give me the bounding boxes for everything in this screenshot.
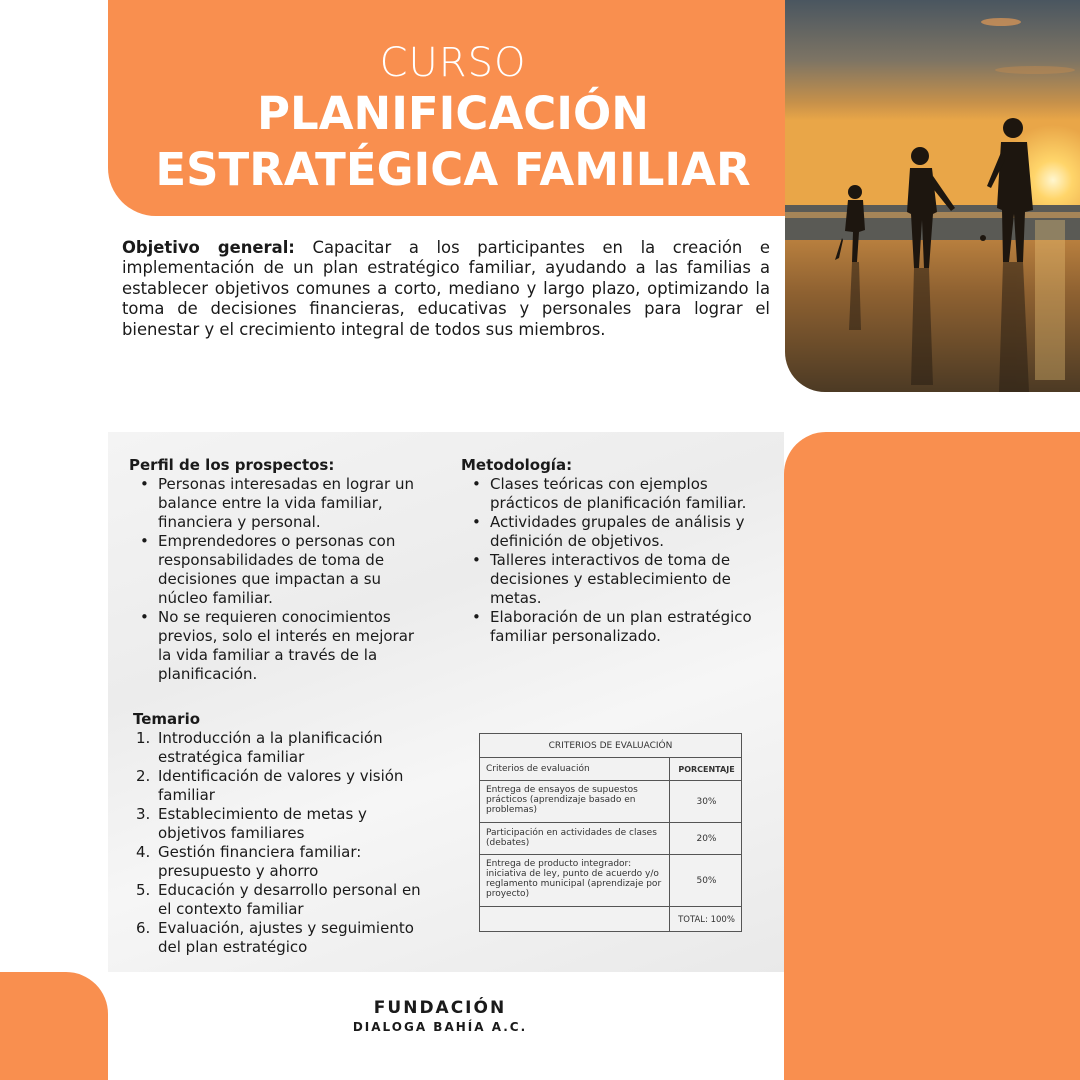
syllabus-item-number: 4.	[136, 843, 151, 861]
methodology-item: • Elaboración de un plan estratégico familiar personalizado.	[461, 608, 757, 646]
family-sunset-illustration	[785, 0, 1080, 392]
family-sunset-photo	[785, 0, 1080, 392]
objective-label: Objetivo general:	[122, 238, 295, 257]
syllabus-item	[133, 767, 423, 805]
syllabus-item-number: 6.	[136, 919, 151, 937]
profile-list	[129, 475, 421, 684]
course-kicker: CURSO	[379, 40, 527, 86]
objective-text: Capacitar a los participantes en la creación e implementación de un plan estratégico familiar, ayudando a las familias a establecer objetivos comunes a corto, mediano y largo plazo, optimizando la toma de decisiones financieras, educativas y personales para lograr el bienestar y el crecimiento integral de todos sus miembros.	[122, 238, 770, 339]
syllabus-item-number: 5.	[136, 881, 151, 899]
methodology-title: Metodología:	[461, 456, 573, 474]
evaluation-header-row	[480, 758, 741, 781]
footer-organization: FUNDACIÓN	[373, 998, 507, 1018]
evaluation-row-percent: 50%	[696, 875, 717, 886]
evaluation-row-criteria: Entrega de ensayos de supuestos prácticos (aprendizaje basado en problemas)	[480, 781, 670, 822]
syllabus-item-text: Gestión financiera familiar: presupuesto y ahorro	[158, 843, 362, 880]
syllabus-item-number: 1.	[136, 729, 151, 747]
syllabus-title: Temario	[133, 710, 201, 728]
syllabus-item-number: 3.	[136, 805, 151, 823]
evaluation-row	[480, 781, 741, 823]
syllabus-item	[133, 843, 423, 881]
syllabus-list	[133, 729, 423, 957]
syllabus-item	[133, 805, 423, 843]
evaluation-total-spacer	[480, 907, 670, 932]
syllabus-item-text: Establecimiento de metas y objetivos familiares	[158, 805, 367, 842]
evaluation-header-percent: PORCENTAJE	[678, 764, 735, 774]
evaluation-row	[480, 823, 741, 855]
syllabus-item-text: Identificación de valores y visión familiar	[158, 767, 404, 804]
header-banner	[108, 0, 798, 216]
evaluation-criteria-table	[479, 733, 742, 932]
footer-organization-name: DIALOGA BAHÍA A.C.	[352, 1020, 528, 1034]
bottom-left-orange-block	[0, 972, 108, 1080]
syllabus-item-number: 2.	[136, 767, 151, 785]
right-orange-block	[784, 432, 1080, 1080]
evaluation-total: TOTAL: 100%	[678, 914, 735, 925]
objective-paragraph	[122, 238, 770, 340]
methodology-item: • Clases teóricas con ejemplos prácticos de planificación familiar.	[461, 475, 757, 513]
evaluation-row-percent: 20%	[696, 833, 717, 844]
methodology-item: • Talleres interactivos de toma de decisiones y establecimiento de metas.	[461, 551, 757, 608]
profile-item: • No se requieren conocimientos previos, solo el interés en mejorar la vida familiar a través de la planificación.	[129, 608, 421, 684]
evaluation-header-criteria: Criterios de evaluación	[480, 758, 670, 780]
evaluation-row	[480, 855, 741, 907]
evaluation-total-row	[480, 907, 741, 932]
evaluation-row-criteria: Entrega de producto integrador: iniciativa de ley, punto de acuerdo y/o reglamento municipal (aprendizaje por proyecto)	[480, 855, 670, 906]
syllabus-item-text: Evaluación, ajustes y seguimiento del plan estratégico	[158, 919, 414, 956]
evaluation-table-title: CRITERIOS DE EVALUACIÓN	[480, 734, 741, 758]
syllabus-item	[133, 729, 423, 767]
profile-item: • Personas interesadas en lograr un balance entre la vida familiar, financiera y personal.	[129, 475, 421, 532]
evaluation-row-criteria: Participación en actividades de clases (debates)	[480, 823, 670, 854]
course-title	[108, 86, 798, 198]
evaluation-row-percent: 30%	[696, 796, 717, 807]
methodology-item: • Actividades grupales de análisis y definición de objetivos.	[461, 513, 757, 551]
course-title-line-2: ESTRATÉGICA FAMILIAR	[155, 143, 751, 196]
syllabus-item-text: Educación y desarrollo personal en el contexto familiar	[158, 881, 421, 918]
profile-item: • Emprendedores o personas con responsabilidades de toma de decisiones que impactan a su núcleo familiar.	[129, 532, 421, 608]
syllabus-item-text: Introducción a la planificación estratégica familiar	[158, 729, 383, 766]
course-title-line-1: PLANIFICACIÓN	[257, 87, 649, 140]
syllabus-item	[133, 919, 423, 957]
methodology-list	[461, 475, 757, 646]
profile-title: Perfil de los prospectos:	[129, 456, 335, 474]
syllabus-item	[133, 881, 423, 919]
